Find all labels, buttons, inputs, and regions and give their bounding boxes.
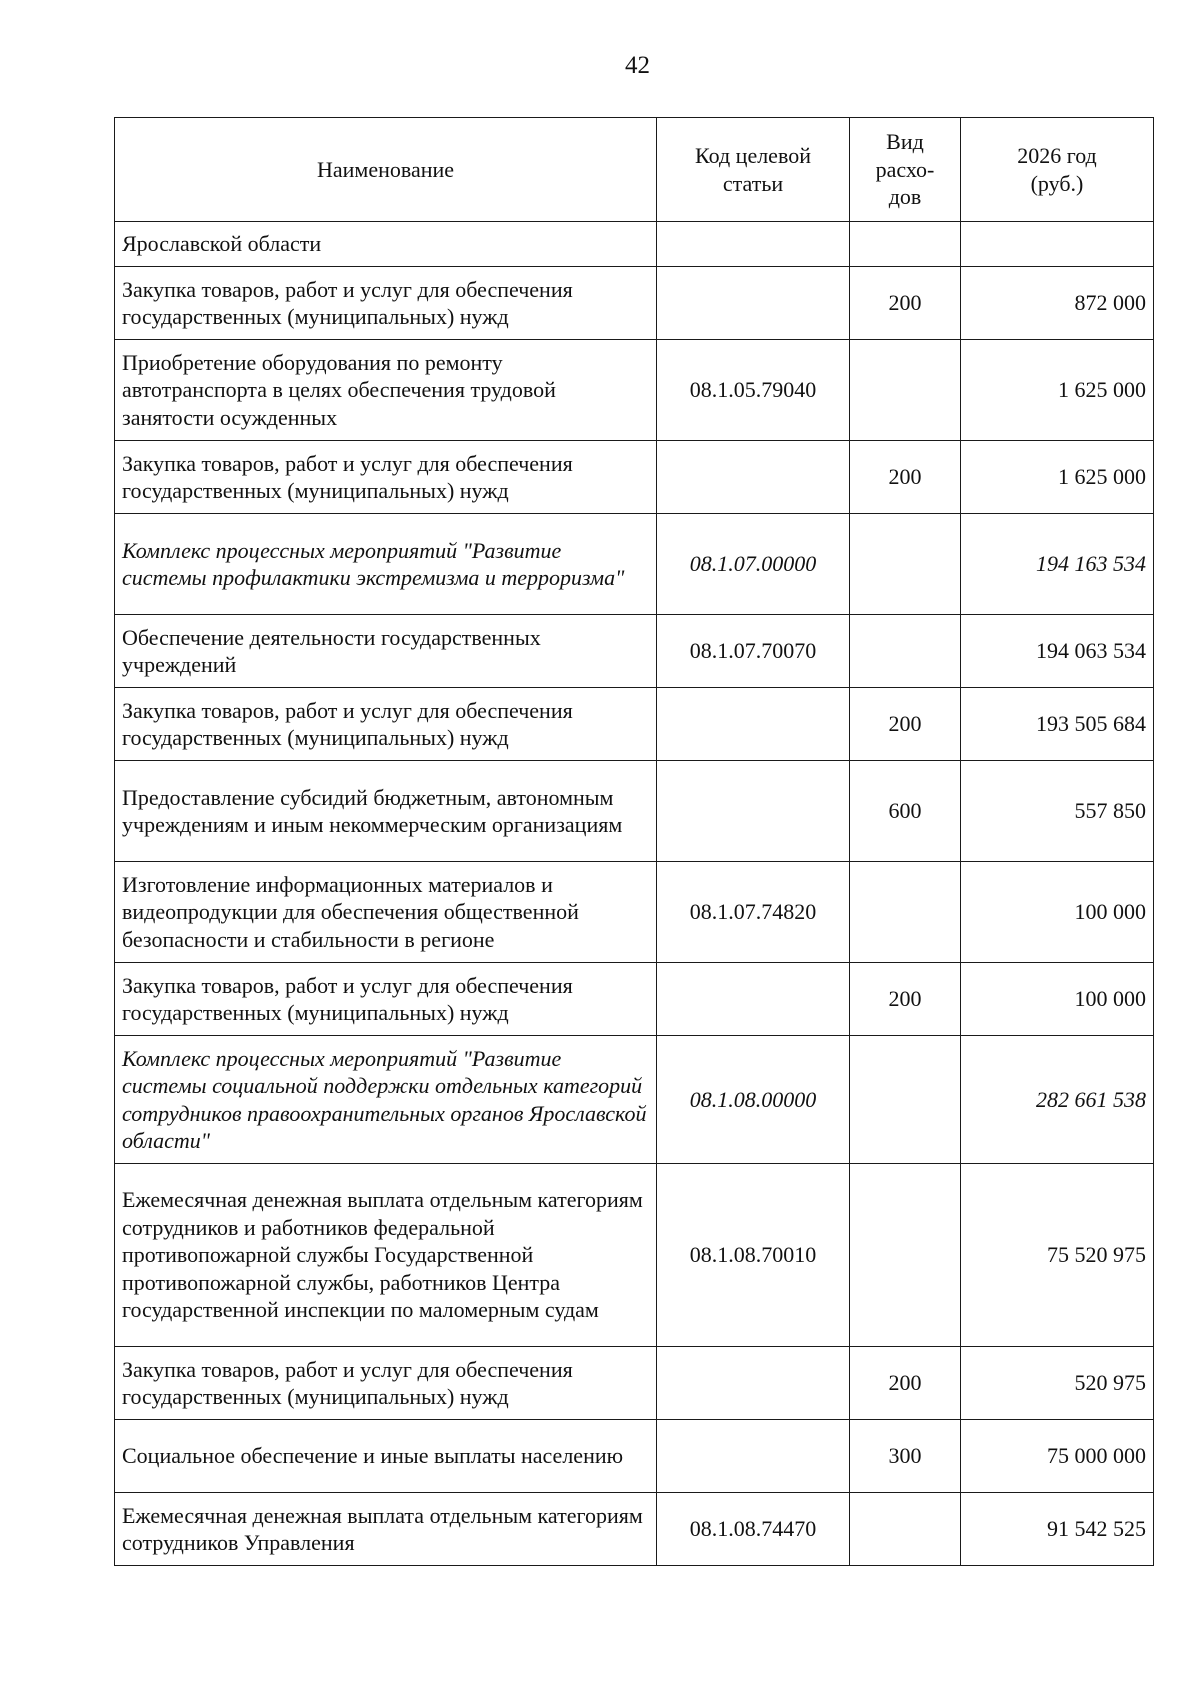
cell-name: Закупка товаров, работ и услуг для обеспечения государственных (муниципальных) нужд: [115, 688, 657, 761]
header-code: Код целевой статьи: [657, 118, 850, 222]
table-header-row: [115, 118, 1154, 222]
table-row: [115, 340, 1154, 441]
cell-amount: 1 625 000: [961, 340, 1154, 441]
cell-code: [657, 1347, 850, 1420]
table-body: [115, 222, 1154, 1566]
table-row: [115, 441, 1154, 514]
table-row: [115, 267, 1154, 340]
cell-code: 08.1.08.74470: [657, 1493, 850, 1566]
table-row: [115, 761, 1154, 862]
cell-amount: 872 000: [961, 267, 1154, 340]
cell-amount: 194 063 534: [961, 615, 1154, 688]
cell-kind: [850, 514, 961, 615]
cell-code: 08.1.07.00000: [657, 514, 850, 615]
table-row: [115, 514, 1154, 615]
header-kind: Вид расхо-дов: [850, 118, 961, 222]
cell-code: [657, 963, 850, 1036]
budget-table: [114, 117, 1154, 1566]
cell-code: [657, 1420, 850, 1493]
table-row: [115, 615, 1154, 688]
cell-name: Предоставление субсидий бюджетным, автономным учреждениям и иным некоммерческим организациям: [115, 761, 657, 862]
header-amount: 2026 год (руб.): [961, 118, 1154, 222]
cell-kind: 200: [850, 688, 961, 761]
cell-name: Обеспечение деятельности государственных учреждений: [115, 615, 657, 688]
table-row: [115, 1420, 1154, 1493]
cell-code: [657, 441, 850, 514]
table-row: [115, 963, 1154, 1036]
cell-code: [657, 688, 850, 761]
table-row: [115, 222, 1154, 267]
cell-kind: 300: [850, 1420, 961, 1493]
cell-kind: 200: [850, 963, 961, 1036]
cell-name: Комплекс процессных мероприятий "Развитие системы социальной поддержки отдельных категорий сотрудников правоохранительных органов Ярославской области": [115, 1036, 657, 1164]
table-row: [115, 862, 1154, 963]
cell-name: Закупка товаров, работ и услуг для обеспечения государственных (муниципальных) нужд: [115, 267, 657, 340]
cell-amount: 91 542 525: [961, 1493, 1154, 1566]
table-row: [115, 1036, 1154, 1164]
cell-name: Ежемесячная денежная выплата отдельным категориям сотрудников Управления: [115, 1493, 657, 1566]
cell-kind: 200: [850, 267, 961, 340]
cell-name: Изготовление информационных материалов и видеопродукции для обеспечения общественной безопасности и стабильности в регионе: [115, 862, 657, 963]
cell-kind: [850, 222, 961, 267]
cell-name: Социальное обеспечение и иные выплаты населению: [115, 1420, 657, 1493]
cell-amount: [961, 222, 1154, 267]
cell-amount: 520 975: [961, 1347, 1154, 1420]
cell-kind: [850, 340, 961, 441]
cell-amount: 194 163 534: [961, 514, 1154, 615]
cell-amount: 75 000 000: [961, 1420, 1154, 1493]
cell-kind: [850, 615, 961, 688]
cell-name: Закупка товаров, работ и услуг для обеспечения государственных (муниципальных) нужд: [115, 441, 657, 514]
cell-code: 08.1.05.79040: [657, 340, 850, 441]
cell-kind: 600: [850, 761, 961, 862]
cell-amount: 75 520 975: [961, 1164, 1154, 1347]
cell-amount: 100 000: [961, 862, 1154, 963]
cell-code: 08.1.08.00000: [657, 1036, 850, 1164]
table-row: [115, 1493, 1154, 1566]
cell-kind: [850, 1036, 961, 1164]
cell-name: Ежемесячная денежная выплата отдельным категориям сотрудников и работников федеральной противопожарной службы Государственной противопожарной службы, работников Центра государственной инспекции по маломерным судам: [115, 1164, 657, 1347]
cell-code: 08.1.07.70070: [657, 615, 850, 688]
cell-name: Приобретение оборудования по ремонту автотранспорта в целях обеспечения трудовой занятости осужденных: [115, 340, 657, 441]
table-row: [115, 1347, 1154, 1420]
cell-kind: 200: [850, 441, 961, 514]
cell-amount: 557 850: [961, 761, 1154, 862]
page-number: 42: [625, 52, 650, 79]
cell-kind: [850, 862, 961, 963]
header-name: Наименование: [115, 118, 657, 222]
cell-amount: 193 505 684: [961, 688, 1154, 761]
cell-code: [657, 222, 850, 267]
cell-code: 08.1.07.74820: [657, 862, 850, 963]
table-row: [115, 1164, 1154, 1347]
cell-kind: 200: [850, 1347, 961, 1420]
cell-name: Закупка товаров, работ и услуг для обеспечения государственных (муниципальных) нужд: [115, 963, 657, 1036]
cell-amount: 1 625 000: [961, 441, 1154, 514]
cell-kind: [850, 1493, 961, 1566]
cell-amount: 282 661 538: [961, 1036, 1154, 1164]
table-row: [115, 688, 1154, 761]
cell-code: 08.1.08.70010: [657, 1164, 850, 1347]
cell-kind: [850, 1164, 961, 1347]
cell-name: Комплекс процессных мероприятий "Развитие системы профилактики экстремизма и терроризма": [115, 514, 657, 615]
cell-name: Ярославской области: [115, 222, 657, 267]
cell-code: [657, 761, 850, 862]
cell-code: [657, 267, 850, 340]
cell-amount: 100 000: [961, 963, 1154, 1036]
cell-name: Закупка товаров, работ и услуг для обеспечения государственных (муниципальных) нужд: [115, 1347, 657, 1420]
